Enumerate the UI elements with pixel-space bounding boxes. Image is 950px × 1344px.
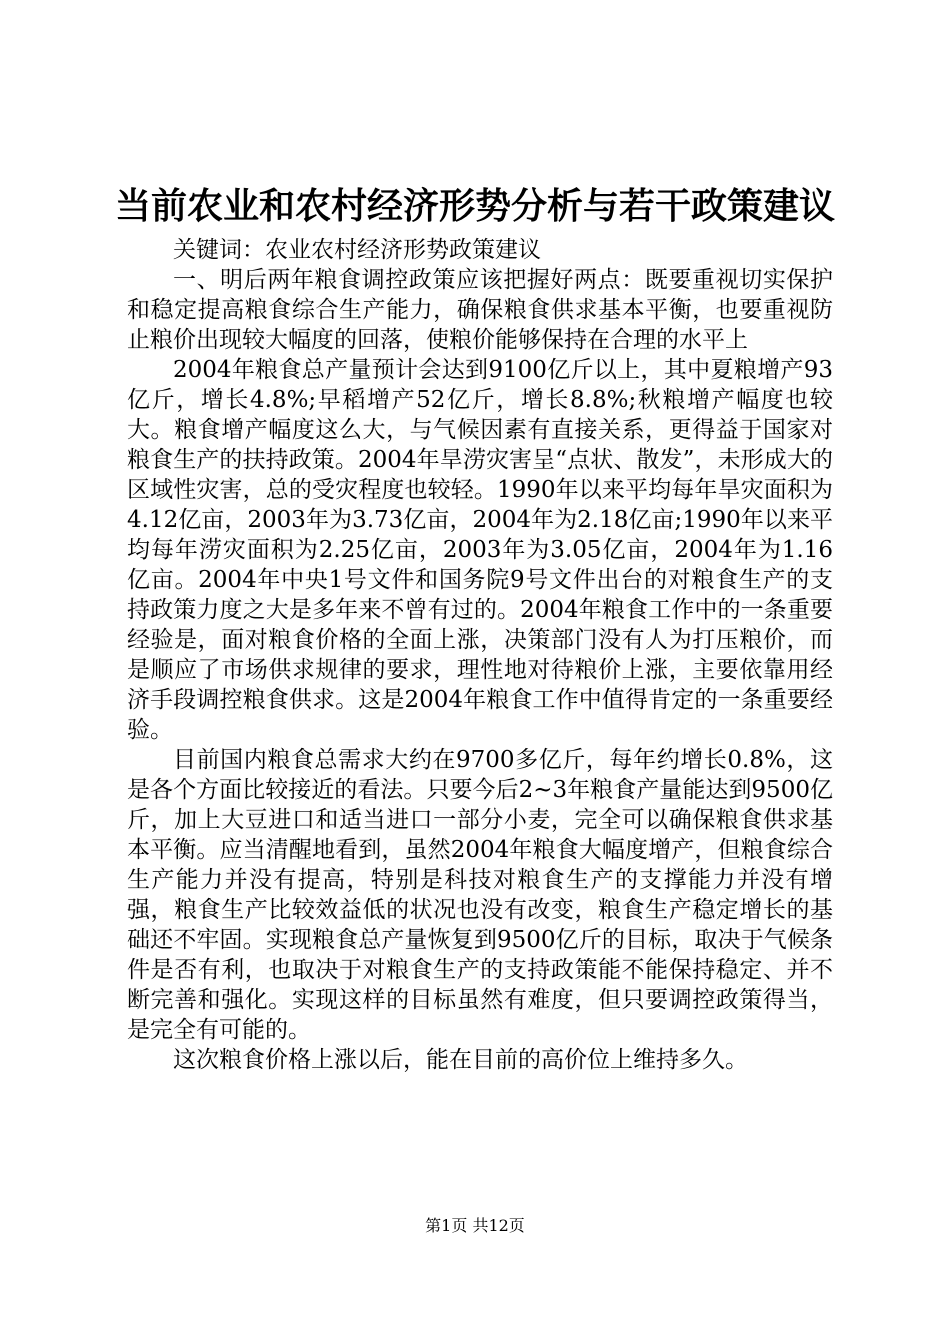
document-title: 当前农业和农村经济形势分析与若干政策建议 bbox=[114, 186, 835, 227]
document-body bbox=[127, 235, 833, 1075]
page-number-footer: 第1页 共12页 bbox=[425, 1216, 525, 1235]
keywords-line: 关键词：农业农村经济形势政策建议 bbox=[173, 237, 541, 263]
paragraph: 目前国内粮食总需求大约在9700多亿斤，每年约增长0.8%，这是各个方面比较接近的看法。只要今后2~3年粮食产量能达到9500亿斤，加上大豆进口和适当进口一部分小麦，完全可以确保粮食供求基本平衡。应当清醒地看到，虽然2004年粮食大幅度增产，但粮食综合生产能力并没有提高，特别是科技对粮食生产的支撑能力并没有增强，粮食生产比较效益低的状况也没有改变，粮食生产稳定增长的基础还不牢固。实现粮食总产量恢复到9500亿斤的目标，取决于气候条件是否有利，也取决于对粮食生产的支持政策能不能保持稳定、并不断完善和强化。实现这样的目标虽然有难度，但只要调控政策得当，是完全有可能的。 bbox=[127, 747, 833, 1043]
paragraph: 这次粮食价格上涨以后，能在目前的高价位上维持多久。 bbox=[173, 1047, 748, 1073]
paragraph: 2004年粮食总产量预计会达到9100亿斤以上，其中夏粮增产93亿斤，增长4.8%;早稻增产52亿斤，增长8.8%;秋粮增产幅度也较大。粮食增产幅度这么大，与气候因素有直接关系，更得益于国家对粮食生产的扶持政策。2004年旱涝灾害呈“点状、散发”，未形成大的区域性灾害，总的受灾程度也较轻。1990年以来平均每年旱灾面积为4.12亿亩，2003年为3.73亿亩，2004年为2.18亿亩;1990年以来平均每年涝灾面积为2.25亿亩，2003年为3.05亿亩，2004年为1.16亿亩。2004年中央1号文件和国务院9号文件出台的对粮食生产的支持政策力度之大是多年来不曾有过的。2004年粮食工作中的一条重要经验是，面对粮食价格的全面上涨，决策部门没有人为打压粮价，而是顺应了市场供求规律的要求，理性地对待粮价上涨，主要依靠用经济手段调控粮食供求。这是2004年粮食工作中值得肯定的一条重要经验。 bbox=[127, 357, 833, 743]
paragraph: 一、明后两年粮食调控政策应该把握好两点：既要重视切实保护和稳定提高粮食综合生产能力，确保粮食供求基本平衡，也要重视防止粮价出现较大幅度的回落，使粮价能够保持在合理的水平上 bbox=[127, 267, 833, 353]
